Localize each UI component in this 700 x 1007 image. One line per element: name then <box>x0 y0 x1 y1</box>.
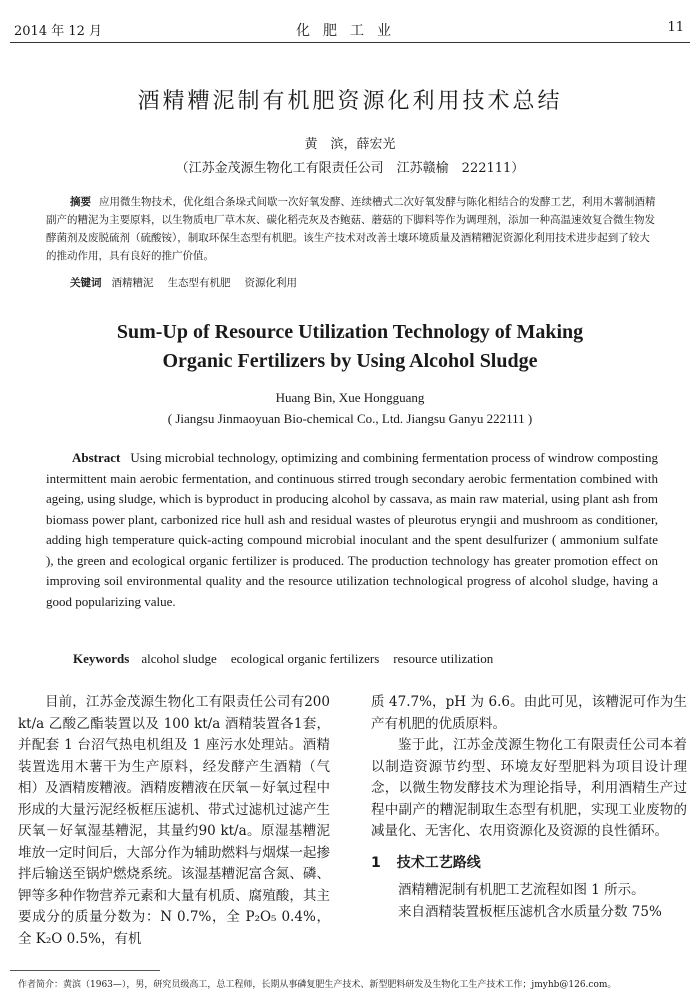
paper-title-english <box>0 318 700 376</box>
authors-english: Huang Bin, Xue Hongguang <box>275 390 425 405</box>
abstract-english-text: Using microbial technology, optimizing and combining fermentation process of windrow composting intermittent main aerobic fermentation, and continuous stirred trough secondary aerobic fermentation combined with ageing, using sludge, which is byproduct in producing alcohol by cassava, as main raw material, using plant ash from biomass power plant, carbonized rice hull ash and residual wastes of pleurotus eryngii and mushroom as conditioner, adding high temperature quick-acting compound microbial inoculant and the spent desulfurizer ( ammonium sulfate ), the green and ecological organic fertilizer is produced. The production technology has greater promotion effect on improving soil environmental quality and the resource utilization technological progress of alcohol sludge, having a good popularizing value. <box>46 450 658 609</box>
body-paragraph: 目前，江苏金茂源生物化工有限责任公司有200 kt/a 乙酸乙酯装置以及 100 kt/a 酒精装置各1套，并配套 1 台沼气热电机组及 1 座污水处理站。酒精装置选用木薯干为生产原料，经发酵产生酒精（气相）及酒精废糟液。酒精废糟液在厌氧－好氧过程中形成的大量污泥经板框压滤机、带式过滤机过滤产生厌氧－好氧湿基糟泥，其量约90 kt/a。原湿基糟泥堆放一定时间后，大部分作为辅助燃料与烟煤一起掺拌后输送至锅炉燃烧系统。该湿基糟泥富含氮、磷、钾等多种作物营养元素和大量有机质、腐殖酸，其主要成分的质量分数为：N 0.7%，全 P₂O₅ 0.4%，全 K₂O 0.5%，有机 <box>18 694 330 947</box>
body-paragraph: 鉴于此，江苏金茂源生物化工有限责任公司本着以制造资源节约型、环境友好型肥料为项目设计理念，以微生物发酵技术为理论指导，利用酒精生产过程中副产的糟泥制取生态型有机肥，实现工业废物的减量化、无害化、农用资源化及资源的良性循环。 <box>371 737 687 839</box>
keywords-chinese-label: 关键词 <box>70 277 102 289</box>
header-divider <box>10 42 690 43</box>
header-date: 2014 年 12 月 <box>14 24 103 39</box>
abstract-chinese-text: 应用微生物技术，优化组合条垛式间歇一次好氧发酵、连续槽式二次好氧发酵与陈化相结合的发酵工艺，利用木薯制酒精副产的糟泥为主要原料，以生物质电厂草木灰、碳化稻壳灰及杏鲍菇、蘑菇的下脚料等作为调理剂，添加一种高温速效复合微生物发酵菌剂及废脱硫剂（硫酸铵），制取环保生态型有机肥。该生产技术对改善土壤环境质量及酒精糟泥资源化利用技术进步起到了较大的推动作用，具有良好的推广价值。 <box>46 196 656 262</box>
keyword-english: ecological organic fertilizers <box>230 651 380 666</box>
section-number: 1 <box>371 854 381 871</box>
affiliation-english: ( Jiangsu Jinmaoyuan Bio-chemical Co., Ltd. Jiangsu Ganyu 222111 ) <box>167 411 533 426</box>
keyword-english: resource utilization <box>393 651 494 666</box>
body-column-left <box>18 692 330 950</box>
author-footnote: 作者简介：黄滨（1963—），男，研究员级高工，总工程师，长期从事磷复肥生产技术、新型肥料研发及生物化工生产技术工作；jmyhb@126.com。 <box>18 980 617 990</box>
body-paragraph: 酒精糟泥制有机肥工艺流程如图 1 所示。 <box>398 882 645 898</box>
keyword-chinese: 资源化利用 <box>244 277 297 289</box>
footnote-divider <box>10 970 160 971</box>
header-journal-name: 化肥工业 <box>296 23 404 39</box>
body-column-right <box>371 692 687 923</box>
section-title: 技术工艺路线 <box>396 854 481 871</box>
body-paragraph: 来自酒精装置板框压滤机含水质量分数 75% <box>398 903 662 920</box>
body-paragraph: 质 47.7%，pH 为 6.6。由此可见，该糟泥可作为生产有机肥的优质原料。 <box>371 694 687 732</box>
abstract-english-label: Abstract <box>72 450 121 465</box>
keyword-chinese: 酒精糟泥 <box>111 277 154 289</box>
keywords-english-label: Keywords <box>73 651 130 666</box>
keywords-chinese <box>70 275 311 290</box>
abstract-chinese-label: 摘要 <box>70 196 91 208</box>
affiliation-chinese: （江苏金茂源生物化工有限责任公司 江苏赣榆 222111） <box>175 161 525 176</box>
header-page-number: 11 <box>667 20 684 35</box>
abstract-english <box>46 448 658 612</box>
keyword-chinese: 生态型有机肥 <box>167 277 231 289</box>
paper-title-chinese: 酒精糟泥制有机肥资源化利用技术总结 <box>137 89 563 114</box>
paper-title-english-line1: Sum-Up of Resource Utilization Technology of Making <box>116 321 584 343</box>
section-heading <box>371 853 687 875</box>
keywords-english <box>73 651 507 667</box>
paper-title-english-line2: Organic Fertilizers by Using Alcohol Sludge <box>162 350 538 372</box>
authors-chinese: 黄 滨，薛宏光 <box>304 137 396 152</box>
abstract-chinese <box>46 193 658 265</box>
keyword-english: alcohol sludge <box>141 651 217 666</box>
